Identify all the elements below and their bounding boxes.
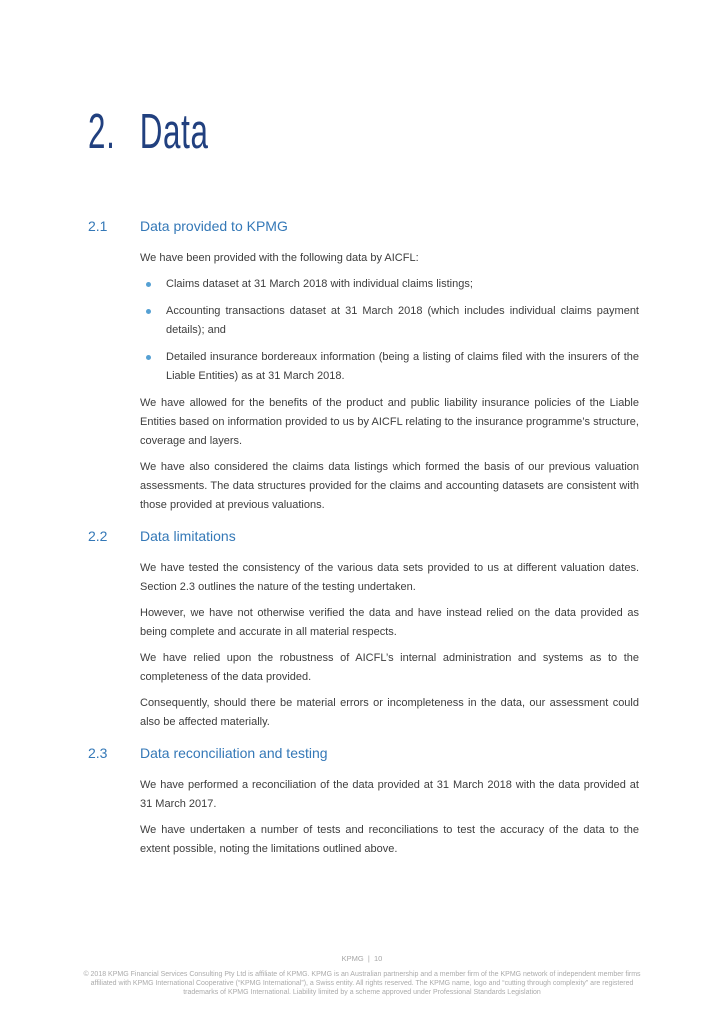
copyright-line: trademarks of KPMG International. Liability limited by a scheme approved under Professional Standards Legislation: [183, 989, 541, 996]
chapter-title: Data: [139, 105, 209, 159]
section-title: Data limitations: [140, 528, 236, 544]
page-footer: [0, 954, 724, 1024]
list-item-text: Detailed insurance bordereaux information (being a listing of claims filed with the insurers of the Liable Entities) as at 31 March 2018.: [166, 351, 639, 382]
chapter-number: 2.: [88, 105, 116, 159]
paragraph: We have undertaken a number of tests and reconciliations to test the accuracy of the data to the extent possible, noting the limitations outlined above.: [140, 824, 639, 855]
bullet-icon: [146, 282, 151, 287]
paragraph: Consequently, should there be material errors or incompleteness in the data, our assessment could also be affected materially.: [140, 697, 639, 728]
section-body-2-2: [140, 559, 639, 732]
list-item-text: Accounting transactions dataset at 31 March 2018 (which includes individual claims payment details); and: [166, 305, 639, 336]
copyright-line: affiliated with KPMG International Cooperative (“KPMG International”), a Swiss entity. All rights reserved. The KPMG name, logo and “cutting through complexity” are registered: [90, 980, 634, 987]
bullet-icon: [146, 355, 151, 360]
section-number: 2.2: [88, 528, 108, 544]
page-number-label: KPMG | 10: [341, 954, 383, 963]
copyright-block: [0, 970, 724, 997]
list-item: [140, 302, 639, 340]
paragraph: We have allowed for the benefits of the product and public liability insurance policies of the Liable Entities based on information provided to us by AICFL relating to the insurance programme’s structure, coverage and layers.: [140, 397, 639, 447]
section-title: Data provided to KPMG: [140, 218, 288, 234]
section-heading-2-1: [88, 218, 639, 234]
section-number: 2.1: [88, 218, 108, 234]
copyright-line: © 2018 KPMG Financial Services Consulting Pty Ltd is affiliate of KPMG. KPMG is an Australian partnership and a member firm of the KPMG network of independent member firms: [83, 971, 641, 978]
section-number: 2.3: [88, 745, 108, 761]
paragraph: We have been provided with the following data by AICFL:: [140, 252, 419, 264]
list-item: [140, 275, 639, 294]
paragraph: We have relied upon the robustness of AICFL’s internal administration and systems as to the completeness of the data provided.: [140, 652, 639, 683]
section-body-2-3: [140, 776, 639, 859]
paragraph: We have also considered the claims data listings which formed the basis of our previous valuation assessments. The data structures provided for the claims and accounting datasets are consistent with those provided at previous valuations.: [140, 461, 639, 511]
paragraph: However, we have not otherwise verified the data and have instead relied on the data provided as being complete and accurate in all material respects.: [140, 607, 639, 638]
list-item: [140, 348, 639, 386]
paragraph: We have tested the consistency of the various data sets provided to us at different valuation dates. Section 2.3 outlines the nature of the testing undertaken.: [140, 562, 639, 593]
section-heading-2-2: [88, 528, 639, 544]
chapter-heading: [88, 0, 441, 160]
bullet-icon: [146, 309, 151, 314]
section-heading-2-3: [88, 745, 639, 761]
section-title: Data reconciliation and testing: [140, 745, 328, 761]
section-body-2-1: [140, 249, 639, 515]
list-item-text: Claims dataset at 31 March 2018 with individual claims listings;: [166, 278, 473, 290]
paragraph: We have performed a reconciliation of the data provided at 31 March 2018 with the data provided at 31 March 2017.: [140, 779, 639, 810]
